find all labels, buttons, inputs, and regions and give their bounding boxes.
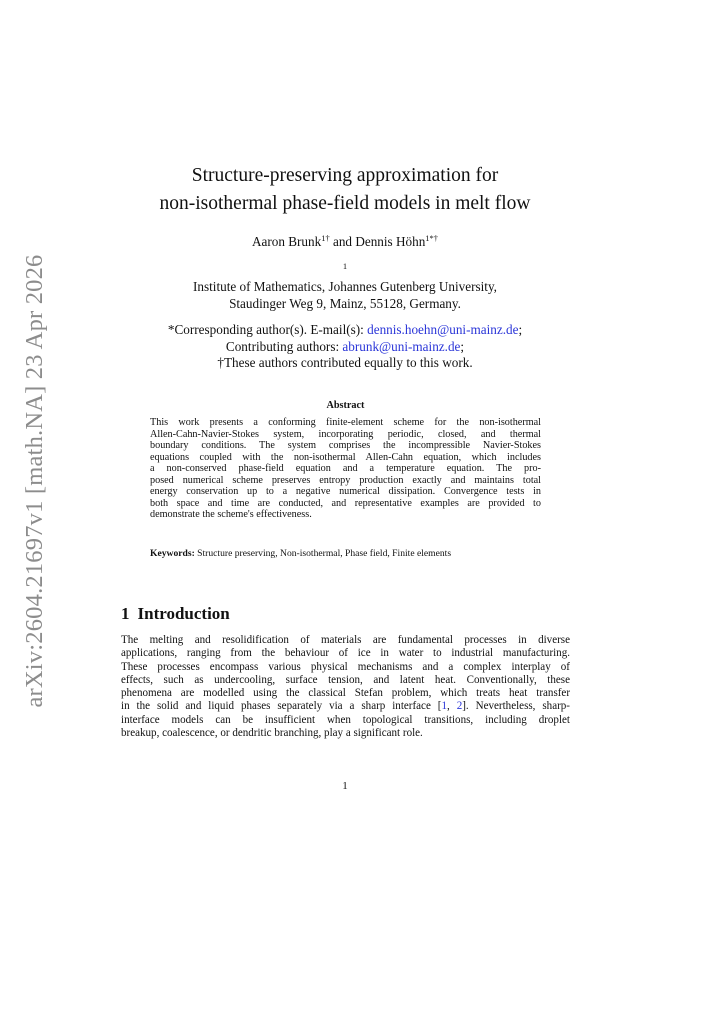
paragraph-line: in the solid and liquid phases separately via a sharp interface [1, 2]. Nevertheless, sharp- (121, 700, 570, 713)
paragraph-line: These processes encompass various physical mechanisms and a complex interplay of (121, 660, 570, 673)
contributing-author-line: Contributing authors: abrunk@uni-mainz.de; (225, 338, 465, 354)
abstract-body (150, 417, 541, 521)
arxiv-identifier-stamp (18, 253, 52, 708)
keywords-text: Structure preserving, Non-isothermal, Phase field, Finite elements (194, 548, 452, 559)
paragraph-line: The melting and resolidification of materials are fundamental processes in diverse (121, 634, 570, 646)
keywords (150, 548, 541, 560)
paragraph-line: interface models can be insufficient when topological transitions, including droplet (121, 713, 570, 726)
page-number: 1 (342, 780, 348, 792)
author-name: Aaron Brunk (251, 234, 322, 249)
affiliation-line-2: Staudinger Weg 9, Mainz, 55128, Germany. (229, 296, 461, 311)
abstract-line: Allen-Cahn-Navier-Stokes system, incorporating periodic, closed, and thermal (150, 428, 541, 440)
introduction-paragraph (121, 634, 570, 740)
title-line-1: Structure-preserving approximation for (191, 165, 499, 186)
abstract-line: This work presents a conforming finite-element scheme for the non-isothermal (150, 417, 541, 428)
keywords-label: Keywords: (150, 548, 195, 559)
section-number: 1 (121, 604, 130, 623)
paragraph-line: applications, ranging from the behaviour of ice in water to industrial manufacturing. (121, 647, 570, 660)
paragraph-line: effects, such as undercooling, surface tension, and latent heat. Conventionally, these (121, 673, 570, 686)
arxiv-id-text: arXiv:2604.21697v1 [math.NA] 23 Apr 2026 (21, 253, 48, 708)
paper-title (100, 162, 590, 218)
author-superscript: 1*† (425, 233, 439, 243)
affiliation (100, 261, 590, 312)
corresponding-author-line: *Corresponding author(s). E-mail(s): dennis.hoehn@uni-mainz.de; (167, 322, 523, 337)
author-superscript: 1† (321, 233, 330, 243)
section-title: Introduction (137, 604, 230, 623)
paragraph-line: phenomena are modelled using the classical Stefan problem, which treats heat transfer (121, 687, 570, 699)
title-line-2: non-isothermal phase-field models in melt flow (159, 193, 531, 214)
abstract-line: energy conservation up to a negative numerical dissipation. Convergence tests in (150, 486, 541, 498)
section-heading (121, 604, 230, 624)
author-name: Dennis Höhn (355, 234, 426, 249)
abstract-line: posed numerical scheme preserves entropy production exactly and maintains total (150, 474, 541, 486)
affiliation-superscript: 1 (342, 261, 348, 271)
corresponding-email-link[interactable]: dennis.hoehn@uni-mainz.de (367, 322, 519, 337)
author-connector: and (329, 234, 356, 249)
abstract-line: equations coupled with the non-isothermal Allen-Cahn equation, which includes (150, 451, 541, 463)
abstract-line: demonstrate the scheme's effectiveness. (150, 509, 312, 521)
equal-contribution-note: †These authors contributed equally to this work. (217, 355, 473, 370)
abstract-line: a non-conserved phase-field equation and a temperature equation. The pro- (150, 463, 541, 475)
affiliation-line-1: $^1$ Institute of Mathematics, Johannes Gutenberg University, (193, 261, 497, 294)
paragraph-line: breakup, coalescence, or dendritic branching, play a significant role. (121, 726, 423, 739)
contributing-email-link[interactable]: abrunk@uni-mainz.de (342, 338, 461, 354)
abstract-line: boundary conditions. The system comprises the incompressible Navier-Stokes (150, 440, 541, 452)
author-list (100, 234, 590, 250)
correspondence-block (100, 322, 590, 372)
citation-link[interactable]: 2 (456, 700, 463, 713)
abstract-heading: Abstract (326, 400, 365, 411)
abstract-line: both space and time are conducted, and representative examples are provided to (150, 497, 541, 509)
citation-link[interactable]: 1 (441, 700, 448, 713)
